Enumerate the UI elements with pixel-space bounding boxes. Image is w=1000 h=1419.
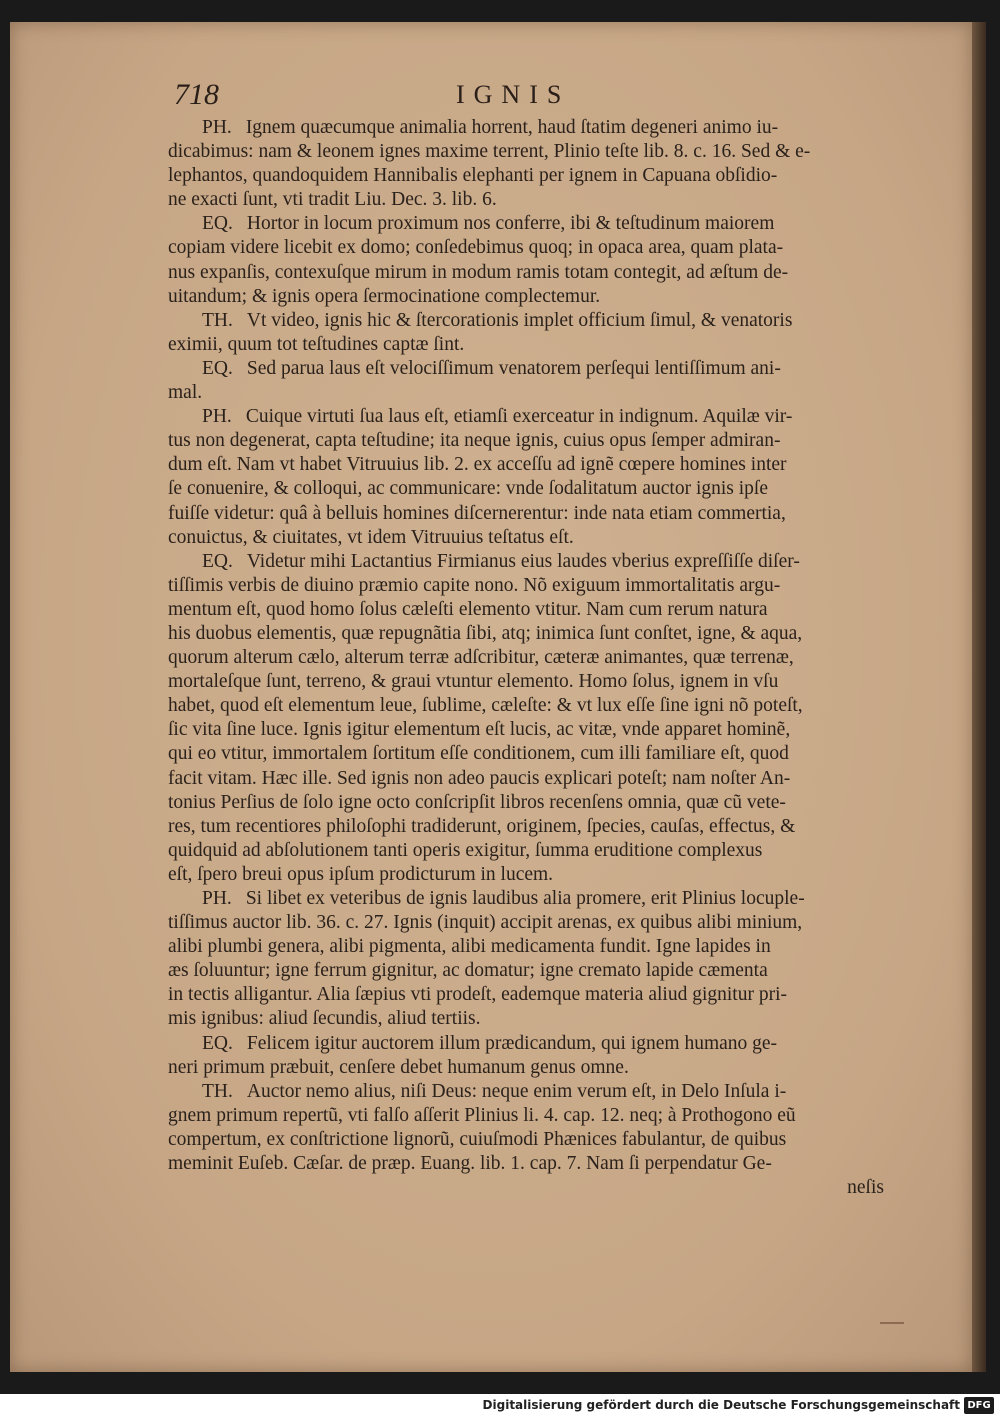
line-text: quidquid ad abſolutionem tanti operis exigitur, ſumma eruditione complexus (168, 839, 763, 861)
text-line (168, 429, 908, 453)
speaker-label: TH. (202, 309, 233, 331)
line-text: Felicem igitur auctorem illum prædicandum, qui ignem humano ge- (246, 1032, 778, 1054)
text-line (168, 1152, 908, 1176)
text-line (168, 1080, 908, 1104)
text-line (168, 405, 908, 429)
line-text: mal. (168, 382, 203, 404)
line-text: eſt, ſpero breui opus ipſum prodicturum in lucem. (168, 863, 554, 885)
line-text: Si libet ex veteribus de ignis laudibus alia promere, erit Plinius locuple- (245, 888, 805, 909)
text-line (168, 164, 908, 188)
text-line (168, 959, 908, 983)
line-text: Auctor nemo alius, niſi Deus: neque enim verum eſt, in Delo Inſula i- (246, 1080, 787, 1102)
text-line (168, 261, 908, 285)
line-text: mortaleſque ſunt, terreno, & graui vtuntur elemento. Homo ſolus, ignem in vſu (168, 671, 779, 693)
text-line (168, 574, 908, 598)
text-line (168, 285, 908, 309)
text-line (168, 718, 908, 742)
speaker-label: EQ. (202, 550, 233, 572)
text-line (168, 453, 908, 477)
speaker-label: EQ. (202, 213, 233, 235)
footer-bar (0, 1394, 1000, 1419)
text-line (168, 477, 908, 501)
text-line (168, 887, 908, 911)
line-text: Sed parua laus eſt velociſſimum venatorem perſequi lentiſſimum ani- (246, 357, 781, 379)
speaker-label: EQ. (202, 357, 233, 379)
text-line (168, 983, 908, 1007)
text-line (168, 839, 908, 863)
text-line (168, 309, 908, 333)
line-text: alibi plumbi genera, alibi pigmenta, alibi medicamenta fundit. Igne lapides in (168, 936, 771, 958)
line-text: his duobus elementis, quæ repugnãtia ſibi, atq; inimica ſunt conſtet, igne, & aqua, (168, 622, 803, 644)
dfg-logo: DFG (964, 1397, 994, 1414)
line-text: Cuique virtuti ſua laus eſt, etiamſi exerceatur in indignum. Aquilæ vir- (245, 406, 793, 428)
line-text: dum eſt. Nam vt habet Vitruuius lib. 2. ex acceſſu ad ignẽ cœpere homines inter (168, 454, 787, 476)
speaker-label: PH. (202, 117, 232, 138)
line-text: facit vitam. Hæc ille. Sed ignis non adeo paucis explicari poteſt; nam noſter An- (168, 767, 791, 789)
text-line (168, 863, 908, 887)
text-line (168, 502, 908, 526)
text-line (168, 911, 908, 935)
page-header (160, 78, 920, 118)
line-text: quorum alterum cælo, alterum terræ adſcribitur, cæteræ animantes, quæ terrenæ, (168, 647, 794, 669)
page-number: 718 (174, 78, 219, 111)
text-line (168, 236, 908, 260)
line-text: compertum, ex conſtrictione lignorũ, cuiuſmodi Phænices fabulantur, de quibus (168, 1128, 787, 1150)
line-text: lephantos, quandoquidem Hannibalis elephanti per ignem in Capuana obſidio- (168, 165, 778, 187)
text-line (168, 333, 908, 357)
line-text: habet, quod eſt elementum leue, ſublime, cæleſte: & vt lux eſſe ſine igni nõ poteſt, (168, 695, 803, 717)
line-text: dicabimus: nam & leonem ignes maxime terrent, Plinio teſte lib. 8. c. 16. Sed & e- (168, 141, 811, 163)
line-text: Ignem quæcumque animalia horrent, haud ſtatim degeneri animo iu- (245, 117, 779, 138)
line-text: conuictus, & ciuitates, vt idem Vitruuius teſtatus eſt. (168, 526, 574, 548)
line-text: eximii, quum tot teſtudines captæ ſint. (168, 333, 465, 355)
text-line (168, 140, 908, 164)
text-line (168, 550, 908, 574)
text-line (168, 1104, 908, 1128)
page-edge (972, 22, 986, 1372)
line-text: qui eo vtitur, immortalem ſortitum eſſe conditionem, cum illi familiare eſt, quod (168, 743, 789, 765)
speaker-label: TH. (202, 1080, 233, 1102)
line-text: Vt video, ignis hic & ſtercorationis implet officium ſimul, & venatoris (246, 309, 793, 331)
line-text: ſic vita ſine luce. Ignis igitur elementum eſt lucis, ac vitæ, vnde apparet hominẽ, (168, 719, 791, 741)
line-text: ſe conuenire, & colloqui, ac communicare: vnde ſodalitatum auctor ignis ipſe (168, 478, 768, 500)
line-text: res, tum recentiores philoſophi tradiderunt, originem, ſpecies, cauſas, effectus, & (168, 815, 796, 837)
line-text: in tectis alligantur. Alia ſæpius vti prodeſt, eademque materia aliud gignitur pri- (168, 984, 787, 1006)
text-line (168, 1128, 908, 1152)
line-text: mis ignibus: aliud ſecundis, aliud tertiis. (168, 1008, 481, 1030)
line-text: Hortor in locum proximum nos conferre, ibi & teſtudinum maiorem (246, 213, 775, 235)
catchword: neſis (847, 1177, 884, 1199)
text-line (168, 188, 908, 212)
speaker-label: PH. (202, 406, 232, 428)
text-line (168, 622, 908, 646)
text-line (168, 598, 908, 622)
text-line (168, 381, 908, 405)
line-text: meminit Euſeb. Cæſar. de præp. Euang. lib. 1. cap. 7. Nam ſi perpendatur Ge- (168, 1153, 772, 1175)
line-text: Videtur mihi Lactantius Firmianus eius laudes vberius expreſſiſſe diſer- (246, 550, 800, 572)
text-line (168, 646, 908, 670)
line-text: æs ſoluuntur; igne ferrum gignitur, ac domatur; igne cremato lapide cæmenta (168, 960, 768, 982)
text-line (168, 526, 908, 550)
line-text: fuiſſe videtur: quâ à belluis homines diſcernerentur: inde nata etiam commertia, (168, 502, 786, 524)
line-text: tus non degenerat, capta teſtudine; ita neque ignis, cuius opus ſemper admiran- (168, 430, 781, 452)
text-line (168, 791, 908, 815)
text-line (168, 670, 908, 694)
funding-credit: Digitalisierung gefördert durch die Deutsche Forschungsgemeinschaft (482, 1398, 960, 1412)
text-line (168, 357, 908, 381)
text-line (168, 116, 908, 140)
text-line (168, 694, 908, 718)
line-text: tonius Perſius de ſolo igne octo conſcripſit libros recenſens omnia, quæ cũ vete- (168, 791, 786, 813)
line-text: ne exacti ſunt, vti tradit Liu. Dec. 3. lib. 6. (168, 189, 497, 211)
text-line (168, 1007, 908, 1031)
line-text: neri primum præbuit, cenſere debet humanum genus omne. (168, 1056, 629, 1078)
page-mark (880, 1322, 904, 1324)
text-line (168, 767, 908, 791)
line-text: copiam videre licebit ex domo; conſedebimus quoq; in opaca area, quam plata- (168, 237, 784, 259)
text-line (168, 212, 908, 236)
running-title: IGNIS (456, 80, 571, 109)
text-line (168, 935, 908, 959)
line-text: tiſſimis verbis de diuino præmio capite nono. Nõ exiguum immortalitatis argu- (168, 574, 781, 596)
speaker-label: PH. (202, 888, 232, 909)
line-text: gnem primum repertũ, vti falſo aſſerit Plinius li. 4. cap. 12. neq; à Prothogono eũ (168, 1104, 796, 1126)
text-line (168, 1056, 908, 1080)
text-line (168, 1032, 908, 1056)
line-text: mentum eſt, quod homo ſolus cæleſti elemento vtitur. Nam cum rerum natura (168, 598, 768, 620)
line-text: uitandum; & ignis opera ſermocinatione complectemur. (168, 285, 601, 307)
text-line (168, 742, 908, 766)
text-line (168, 815, 908, 839)
speaker-label: EQ. (202, 1032, 233, 1054)
line-text: nus expanſis, contexuſque mirum in modum ramis totam contegit, ad æſtum de- (168, 261, 789, 283)
body-text (168, 116, 908, 1200)
line-text: tiſſimus auctor lib. 36. c. 27. Ignis (inquit) accipit arenas, ex quibus alibi minium, (168, 912, 803, 934)
